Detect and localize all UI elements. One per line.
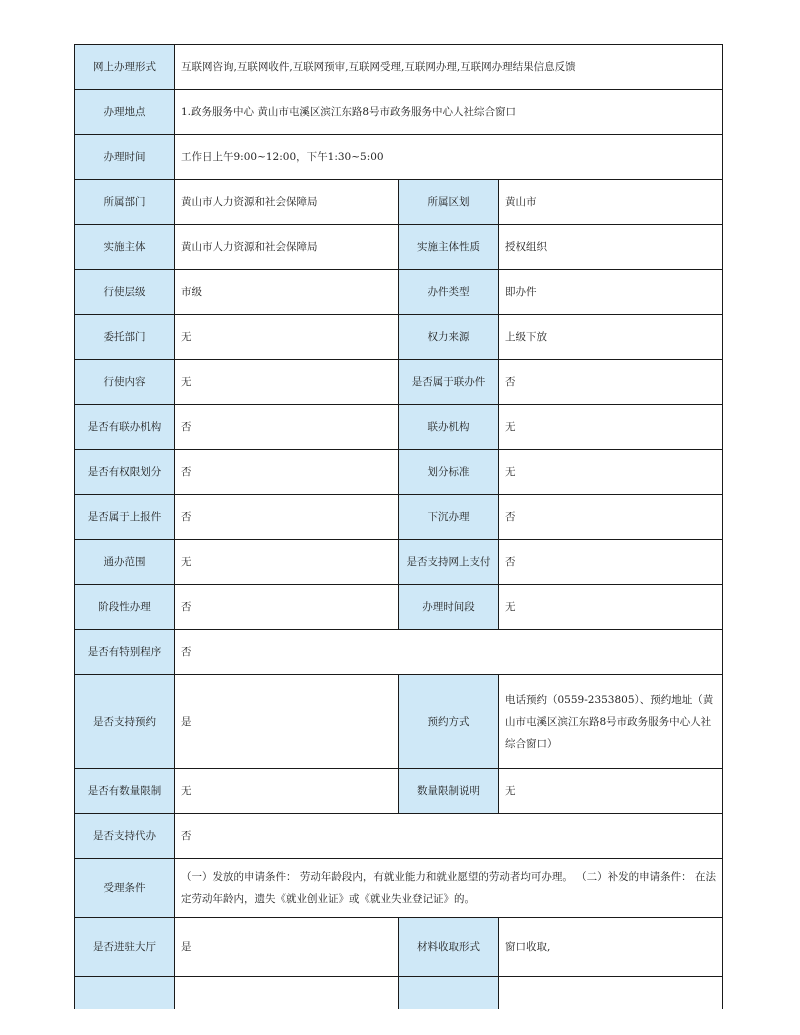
row-value: 否 [175, 585, 399, 630]
row-value: 无 [175, 360, 399, 405]
row-value: 黄山市人力资源和社会保障局 [175, 180, 399, 225]
table-row [75, 977, 723, 1010]
row-value-secondary: 否 [499, 540, 723, 585]
row-label-secondary: 下沉办理 [399, 495, 499, 540]
row-label-secondary [399, 977, 499, 1010]
row-value: 无 [175, 769, 399, 814]
row-label-secondary: 所属区划 [399, 180, 499, 225]
row-value: 否 [175, 495, 399, 540]
row-label: 是否有联办机构 [75, 405, 175, 450]
row-value: 否 [175, 405, 399, 450]
row-value-secondary: 无 [499, 450, 723, 495]
row-value-secondary: 无 [499, 405, 723, 450]
row-value-secondary: 即办件 [499, 270, 723, 315]
table-row [75, 405, 723, 450]
table-row [75, 270, 723, 315]
row-value: 否 [175, 814, 723, 859]
row-label-secondary: 实施主体性质 [399, 225, 499, 270]
row-value: 黄山市人力资源和社会保障局 [175, 225, 399, 270]
row-value-secondary: 无 [499, 585, 723, 630]
row-label: 网上办理形式 [75, 45, 175, 90]
table-row [75, 859, 723, 918]
row-value: 1.政务服务中心 黄山市屯溪区滨江东路8号市政务服务中心人社综合窗口 [175, 90, 723, 135]
table-row [75, 630, 723, 675]
table-row [75, 360, 723, 405]
row-label: 是否有特别程序 [75, 630, 175, 675]
table-row [75, 225, 723, 270]
row-label: 是否进驻大厅 [75, 918, 175, 977]
row-label: 受理条件 [75, 859, 175, 918]
table-row [75, 540, 723, 585]
row-value: 否 [175, 630, 723, 675]
row-label: 所属部门 [75, 180, 175, 225]
row-label-secondary: 数量限制说明 [399, 769, 499, 814]
row-label: 是否属于上报件 [75, 495, 175, 540]
table-row [75, 450, 723, 495]
row-value: 无 [175, 315, 399, 360]
table-row [75, 315, 723, 360]
table-row [75, 918, 723, 977]
row-label: 委托部门 [75, 315, 175, 360]
row-label: 实施主体 [75, 225, 175, 270]
row-value [175, 977, 399, 1010]
row-label-secondary: 办理时间段 [399, 585, 499, 630]
row-value: 否 [175, 450, 399, 495]
row-label [75, 977, 175, 1010]
row-value: 是 [175, 918, 399, 977]
row-label-secondary: 材料收取形式 [399, 918, 499, 977]
row-label: 是否支持代办 [75, 814, 175, 859]
row-value-secondary: 窗口收取, [499, 918, 723, 977]
row-value: 工作日上午9:00~12:00，下午1:30~5:00 [175, 135, 723, 180]
row-label: 办理时间 [75, 135, 175, 180]
row-label-secondary: 预约方式 [399, 675, 499, 769]
row-label: 是否支持预约 [75, 675, 175, 769]
row-label: 通办范围 [75, 540, 175, 585]
row-label: 阶段性办理 [75, 585, 175, 630]
table-row [75, 675, 723, 769]
row-label: 是否有数量限制 [75, 769, 175, 814]
row-value: 互联网咨询,互联网收件,互联网预审,互联网受理,互联网办理,互联网办理结果信息反馈 [175, 45, 723, 90]
row-label-secondary: 划分标准 [399, 450, 499, 495]
row-label-secondary: 权力来源 [399, 315, 499, 360]
table-row [75, 45, 723, 90]
row-value: 市级 [175, 270, 399, 315]
row-value-secondary: 否 [499, 495, 723, 540]
table-row [75, 814, 723, 859]
row-label: 行使内容 [75, 360, 175, 405]
row-label-secondary: 是否属于联办件 [399, 360, 499, 405]
table-row [75, 585, 723, 630]
row-value-secondary: 无 [499, 769, 723, 814]
row-value: （一）发放的申请条件： 劳动年龄段内，有就业能力和就业愿望的劳动者均可办理。 （二）补发的申请条件： 在法定劳动年龄内，遗失《就业创业证》或《就业失业登记证》的。 [175, 859, 723, 918]
table-row [75, 180, 723, 225]
row-label-secondary: 是否支持网上支付 [399, 540, 499, 585]
row-value-secondary: 电话预约（0559-2353805）、预约地址（黄山市屯溪区滨江东路8号市政务服务中心人社综合窗口） [499, 675, 723, 769]
row-label: 办理地点 [75, 90, 175, 135]
row-label: 行使层级 [75, 270, 175, 315]
row-value-secondary: 黄山市 [499, 180, 723, 225]
table-row [75, 135, 723, 180]
row-value-secondary: 上级下放 [499, 315, 723, 360]
table-row [75, 769, 723, 814]
service-info-table [74, 44, 723, 1009]
table-row [75, 495, 723, 540]
row-value-secondary: 授权组织 [499, 225, 723, 270]
row-label: 是否有权限划分 [75, 450, 175, 495]
row-value-secondary: 否 [499, 360, 723, 405]
row-value: 无 [175, 540, 399, 585]
row-value-secondary [499, 977, 723, 1010]
row-label-secondary: 办件类型 [399, 270, 499, 315]
row-label-secondary: 联办机构 [399, 405, 499, 450]
table-row [75, 90, 723, 135]
row-value: 是 [175, 675, 399, 769]
